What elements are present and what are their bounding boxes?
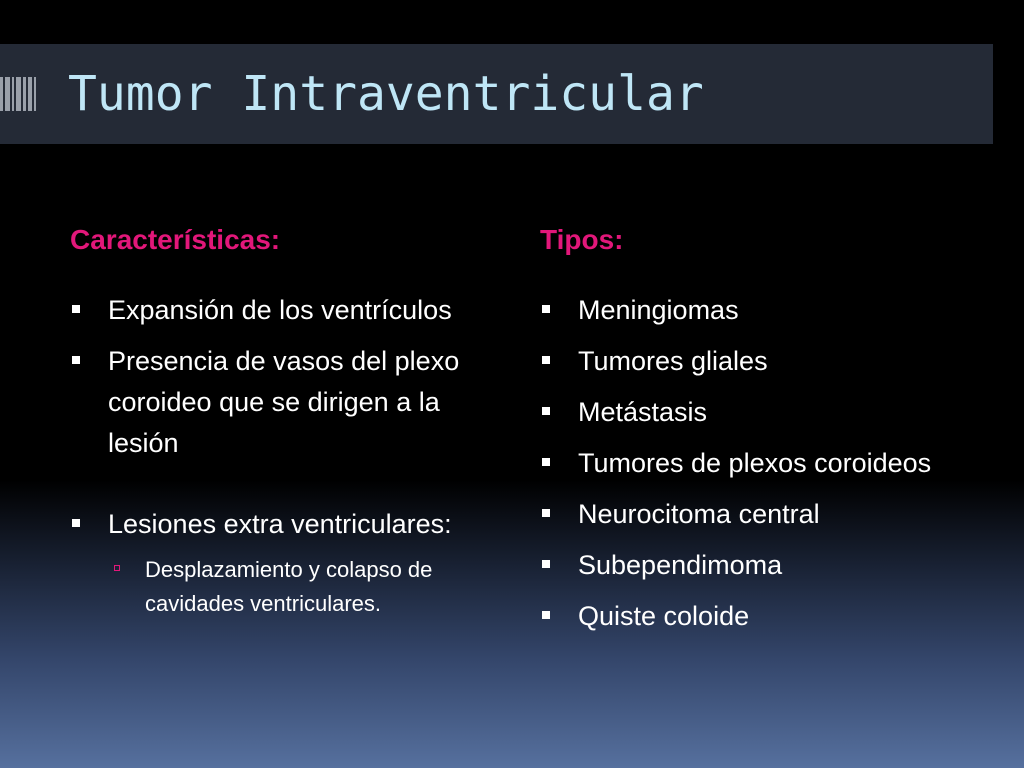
characteristics-heading: Características: <box>70 224 281 255</box>
sub-list <box>108 553 510 621</box>
square-bullet-icon <box>72 305 80 313</box>
types-column <box>540 218 980 647</box>
list-item <box>540 392 980 433</box>
square-bullet-icon <box>72 519 80 527</box>
list-item-text: Presencia de vasos del plexo coroideo que se dirigen a la lesión <box>108 346 460 458</box>
square-bullet-icon <box>542 560 550 568</box>
types-heading: Tipos: <box>540 224 624 255</box>
list-item <box>540 545 980 586</box>
hollow-square-bullet-icon <box>114 565 120 571</box>
list-item <box>540 443 980 484</box>
sub-list-item-text: Desplazamiento y colapso de cavidades ventriculares. <box>145 557 433 616</box>
list-item-text: Tumores gliales <box>578 346 768 376</box>
list-item <box>540 494 980 535</box>
types-list <box>540 290 980 637</box>
square-bullet-icon <box>542 458 550 466</box>
square-bullet-icon <box>542 305 550 313</box>
square-bullet-icon <box>542 509 550 517</box>
square-bullet-icon <box>542 356 550 364</box>
square-bullet-icon <box>542 407 550 415</box>
square-bullet-icon <box>72 356 80 364</box>
square-bullet-icon <box>542 611 550 619</box>
title-bar <box>0 44 993 144</box>
list-item <box>70 504 510 621</box>
list-item <box>540 596 980 637</box>
list-item <box>540 341 980 382</box>
characteristics-column <box>70 218 510 631</box>
list-item-text: Subependimoma <box>578 550 783 580</box>
list-item <box>70 341 510 464</box>
list-item-text: Metástasis <box>578 397 708 427</box>
list-item <box>70 290 510 331</box>
list-item-text: Neurocitoma central <box>578 499 820 529</box>
list-item-text: Meningiomas <box>578 295 739 325</box>
list-item-text: Lesiones extra ventriculares: <box>108 509 452 539</box>
vertical-stripes-decoration-icon <box>0 77 36 111</box>
slide-title: Tumor Intraventricular <box>68 66 704 122</box>
list-item <box>540 290 980 331</box>
characteristics-list <box>70 290 510 621</box>
sub-list-item <box>108 553 510 621</box>
list-item-text: Expansión de los ventrículos <box>108 295 452 325</box>
list-item-text: Tumores de plexos coroideos <box>578 448 932 478</box>
list-item-text: Quiste coloide <box>578 601 750 631</box>
